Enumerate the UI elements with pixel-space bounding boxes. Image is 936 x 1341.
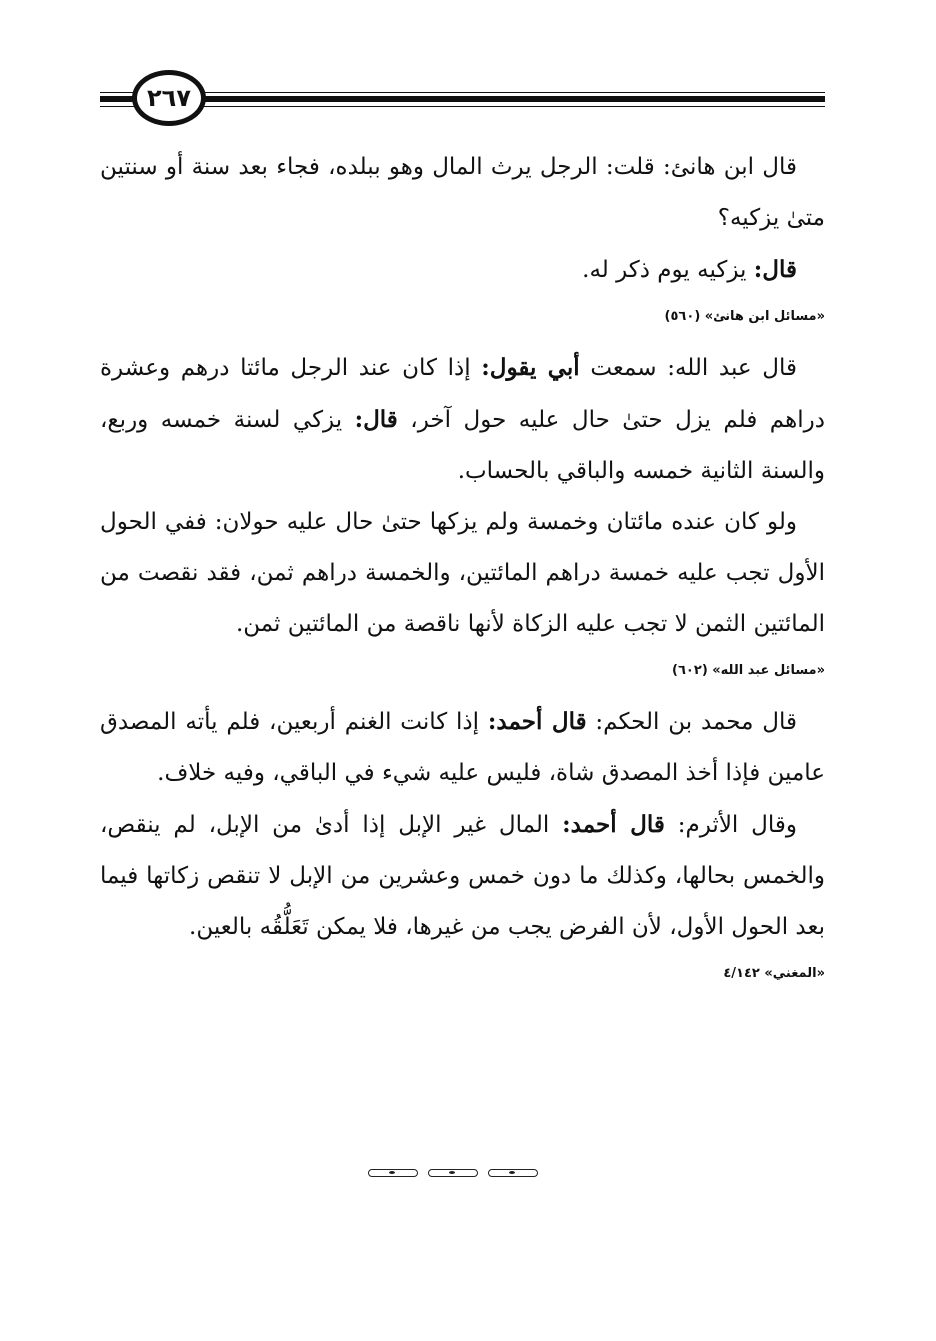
paragraph-text: يزكي لسنة خمسه وربع، والسنة الثانية خمسه والباقي بالحساب. (100, 407, 825, 484)
paragraph-text: يزكيه يوم ذكر له. (582, 257, 754, 283)
end-ornament (368, 1166, 538, 1180)
header-rule-thick (100, 96, 825, 102)
paragraph (100, 799, 825, 953)
header-rule-thin-top (100, 92, 825, 93)
source-citation: «مسائل عبد الله» (٦٠٢) (672, 663, 825, 678)
ornament-flourish-icon (488, 1169, 538, 1177)
paragraph (100, 244, 825, 296)
page-header (100, 70, 825, 130)
ornament-flourish-icon (368, 1169, 418, 1177)
header-rule-thin-bottom (100, 106, 825, 107)
paragraph-text: قال محمد بن الحكم: (586, 709, 798, 735)
paragraph-text: المال غير الإبل إذا أدىٰ من الإبل، لم ينقص، والخمس بحالها، وكذلك ما دون خمس وعشرين من الإبل لا تنقص زكاتها فيما بعد الحول الأول، لأن الفرض يجب من غيرها، فلا يمكن تَعَلُّقُه بالعين. (100, 812, 825, 940)
paragraph-text: قال ابن هانئ: قلت: الرجل يرث المال وهو ببلده، فجاء بعد سنة أو سنتين متىٰ يزكيه؟ (100, 154, 825, 231)
paragraph-text: وقال الأثرم: (664, 812, 797, 838)
page-body (100, 142, 825, 999)
ornament-flourish-icon (428, 1169, 478, 1177)
paragraph-text: ولو كان عنده مائتان وخمسة ولم يزكها حتىٰ حال عليه حولان: ففي الحول الأول تجب عليه خمسة دراهم المائتين، والخمسة دراهم ثمن، فقد نقصت من المائتين الثمن لا تجب عليه الزكاة لأنها ناقصة من المائتين ثمن. (100, 509, 825, 637)
paragraph (100, 142, 825, 244)
bold-term: قال: (354, 406, 398, 433)
paragraph-text: قال عبد الله: سمعت (579, 355, 797, 381)
bold-term: قال أحمد: (562, 811, 665, 838)
paragraph-text: إذا كانت الغنم أربعين، فلم يأته المصدق عامين فإذا أخذ المصدق شاة، فليس عليه شيء في الباقي، وفيه خلاف. (100, 709, 825, 786)
bold-term: قال: (753, 256, 797, 283)
paragraph (100, 497, 825, 650)
bold-term: قال أحمد: (487, 708, 587, 735)
paragraph (100, 696, 825, 799)
source-citation: «المغني» ٤/١٤٢ (723, 966, 825, 981)
paragraph (100, 342, 825, 497)
source-citation: «مسائل ابن هانئ» (٥٦٠) (664, 309, 825, 324)
bold-term: أبي يقول: (481, 354, 580, 381)
paragraph-text: إذا كان عند الرجل مائتا درهم وعشرة دراهم فلم يزل حتىٰ حال عليه حول آخر، (100, 355, 825, 433)
page-number: ٢٦٧ (132, 70, 206, 126)
